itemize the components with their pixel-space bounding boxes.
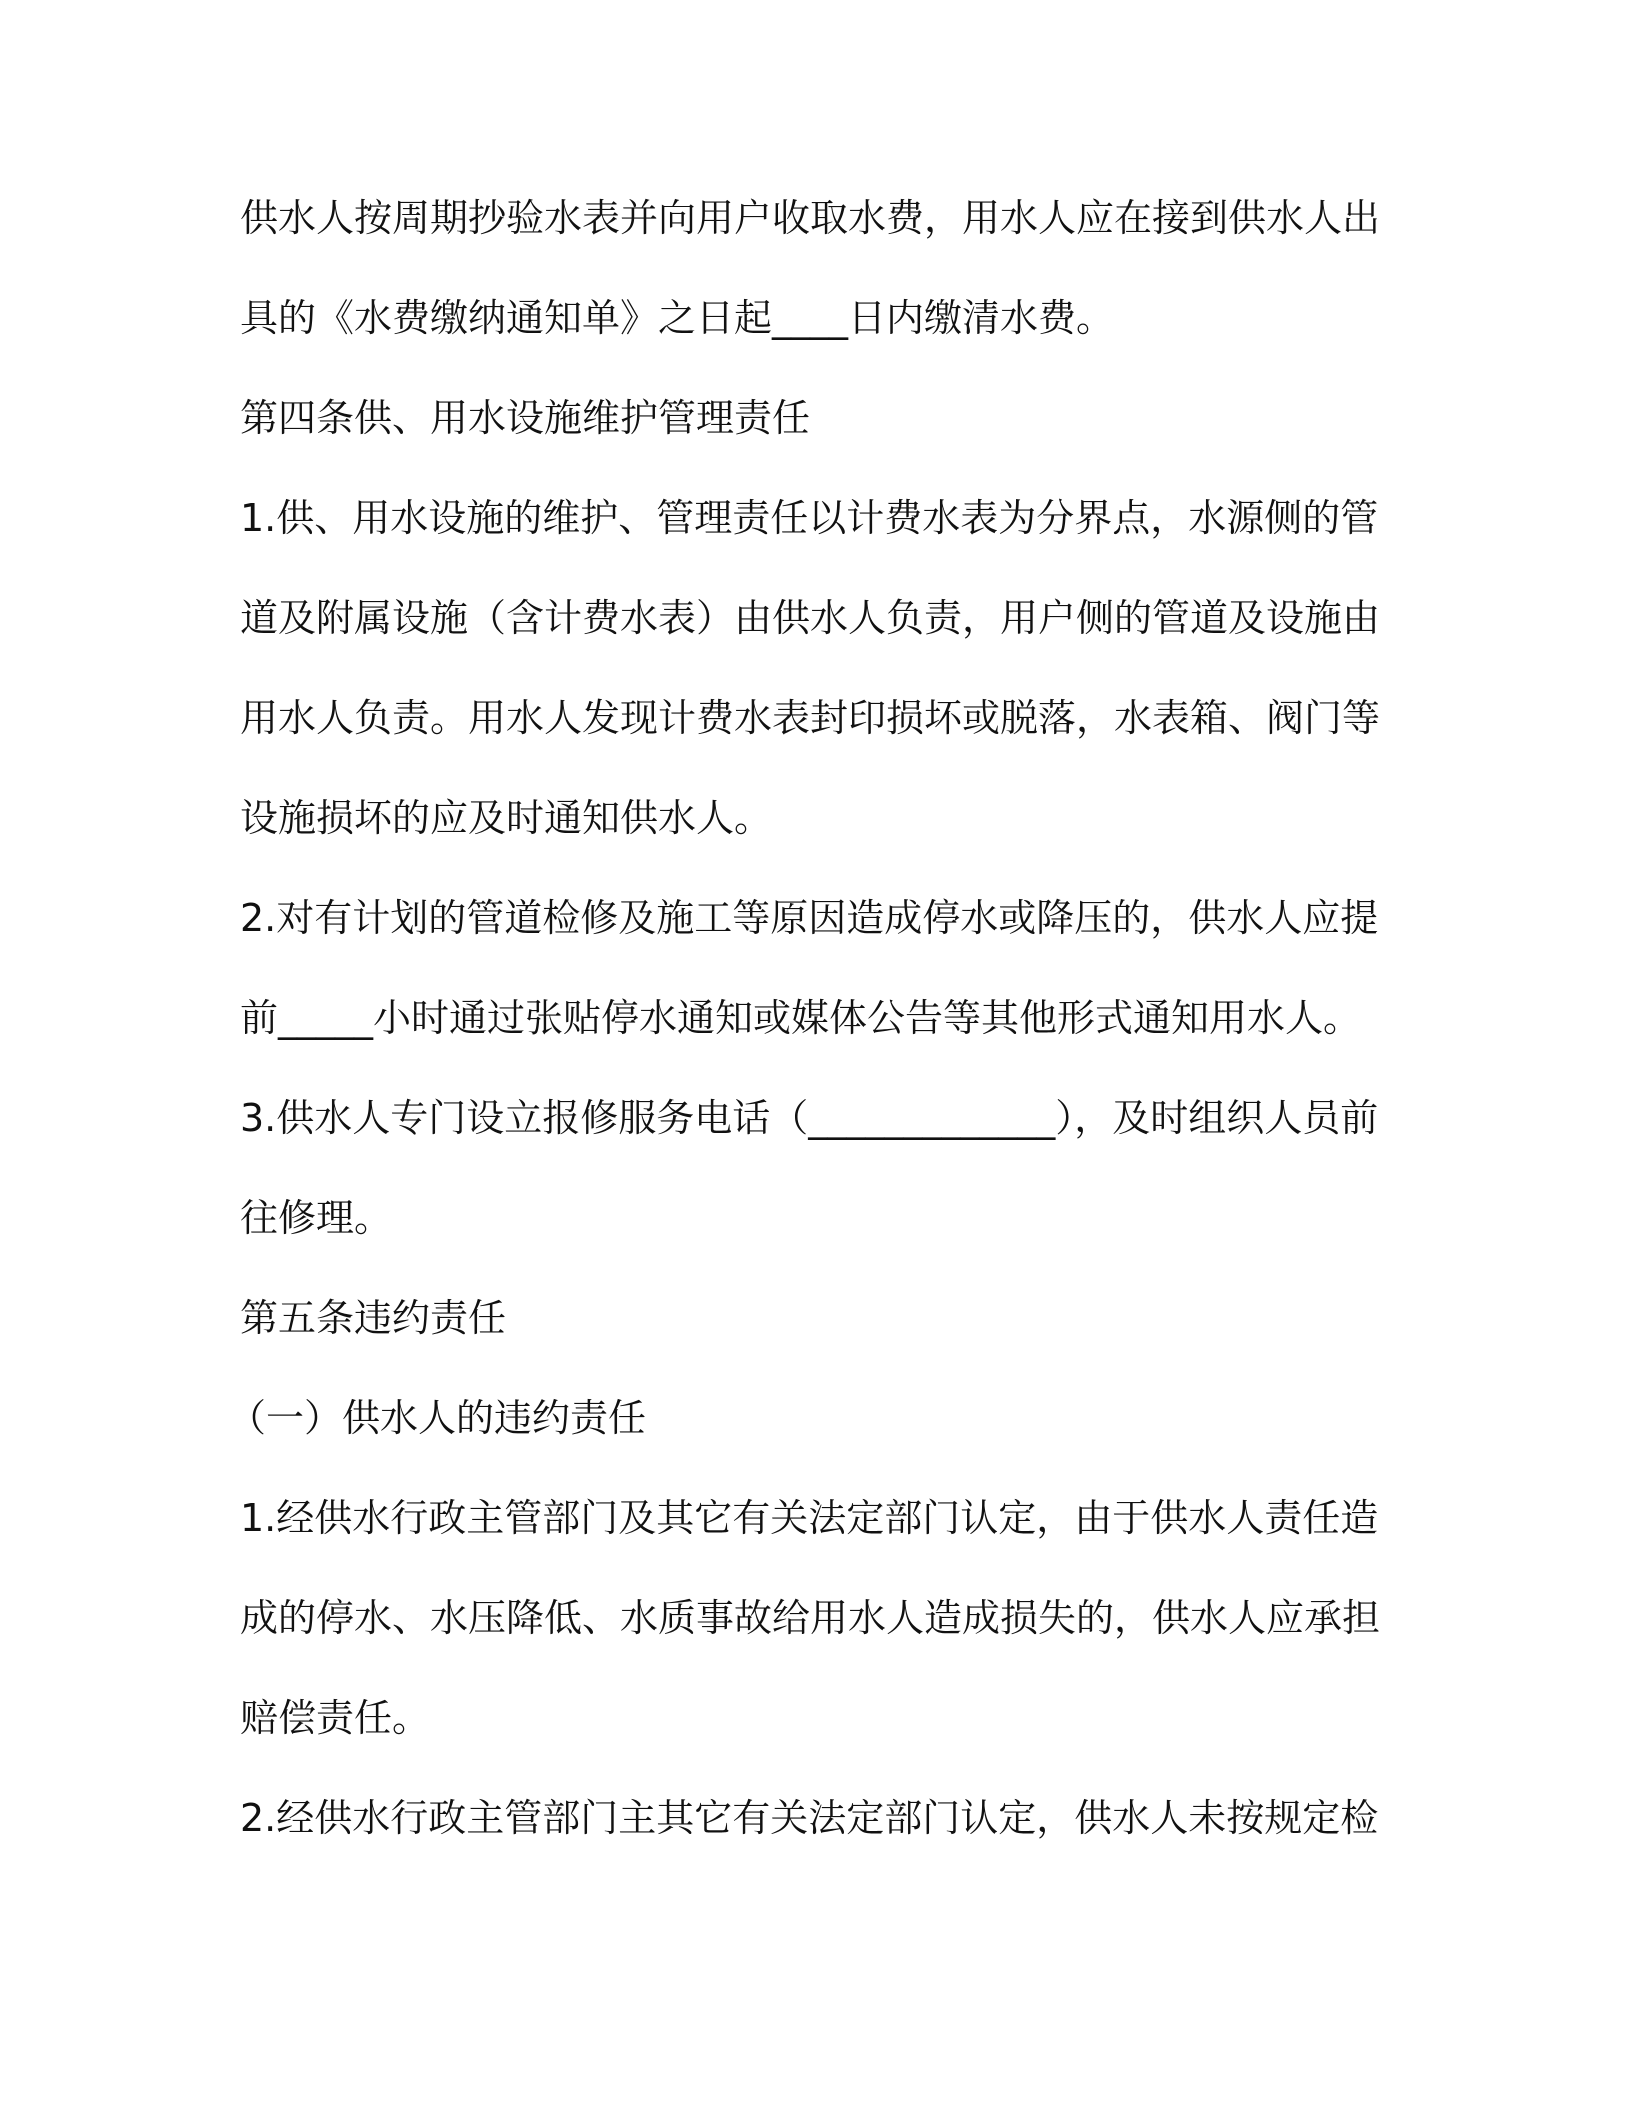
paragraph-line: 2.经供水行政主管部门主其它有关法定部门认定，供水人未按规定检 xyxy=(240,1796,1379,1840)
paragraph-line: 道及附属设施（含计费水表）由供水人负责，用户侧的管道及设施由 xyxy=(240,596,1381,640)
paragraph-line: 用水人负责。用水人发现计费水表封印损坏或脱落，水表箱、阀门等 xyxy=(240,696,1381,740)
paragraph-line: 往修理。 xyxy=(240,1196,393,1240)
section-heading: 第五条违约责任 xyxy=(240,1296,507,1340)
paragraph-line: 前_____小时通过张贴停水通知或媒体公告等其他形式通知用水人。 xyxy=(240,996,1362,1040)
section-heading: 第四条供、用水设施维护管理责任 xyxy=(240,396,811,440)
paragraph-line: 2.对有计划的管道检修及施工等原因造成停水或降压的，供水人应提 xyxy=(240,896,1379,940)
paragraph-line: 3.供水人专门设立报修服务电话（_____________），及时组织人员前 xyxy=(240,1096,1379,1140)
paragraph-line: 赔偿责任。 xyxy=(240,1696,431,1740)
paragraph-line: 设施损坏的应及时通知供水人。 xyxy=(240,796,773,840)
paragraph-line: 供水人按周期抄验水表并向用户收取水费，用水人应在接到供水人出 xyxy=(240,196,1381,240)
subsection-heading: （一）供水人的违约责任 xyxy=(228,1396,647,1440)
paragraph-line: 成的停水、水压降低、水质事故给用水人造成损失的，供水人应承担 xyxy=(240,1596,1381,1640)
paragraph-line: 具的《水费缴纳通知单》之日起____日内缴清水费。 xyxy=(240,296,1115,340)
paragraph-line: 1.经供水行政主管部门及其它有关法定部门认定，由于供水人责任造 xyxy=(240,1496,1379,1540)
paragraph-line: 1.供、用水设施的维护、管理责任以计费水表为分界点，水源侧的管 xyxy=(240,496,1379,540)
